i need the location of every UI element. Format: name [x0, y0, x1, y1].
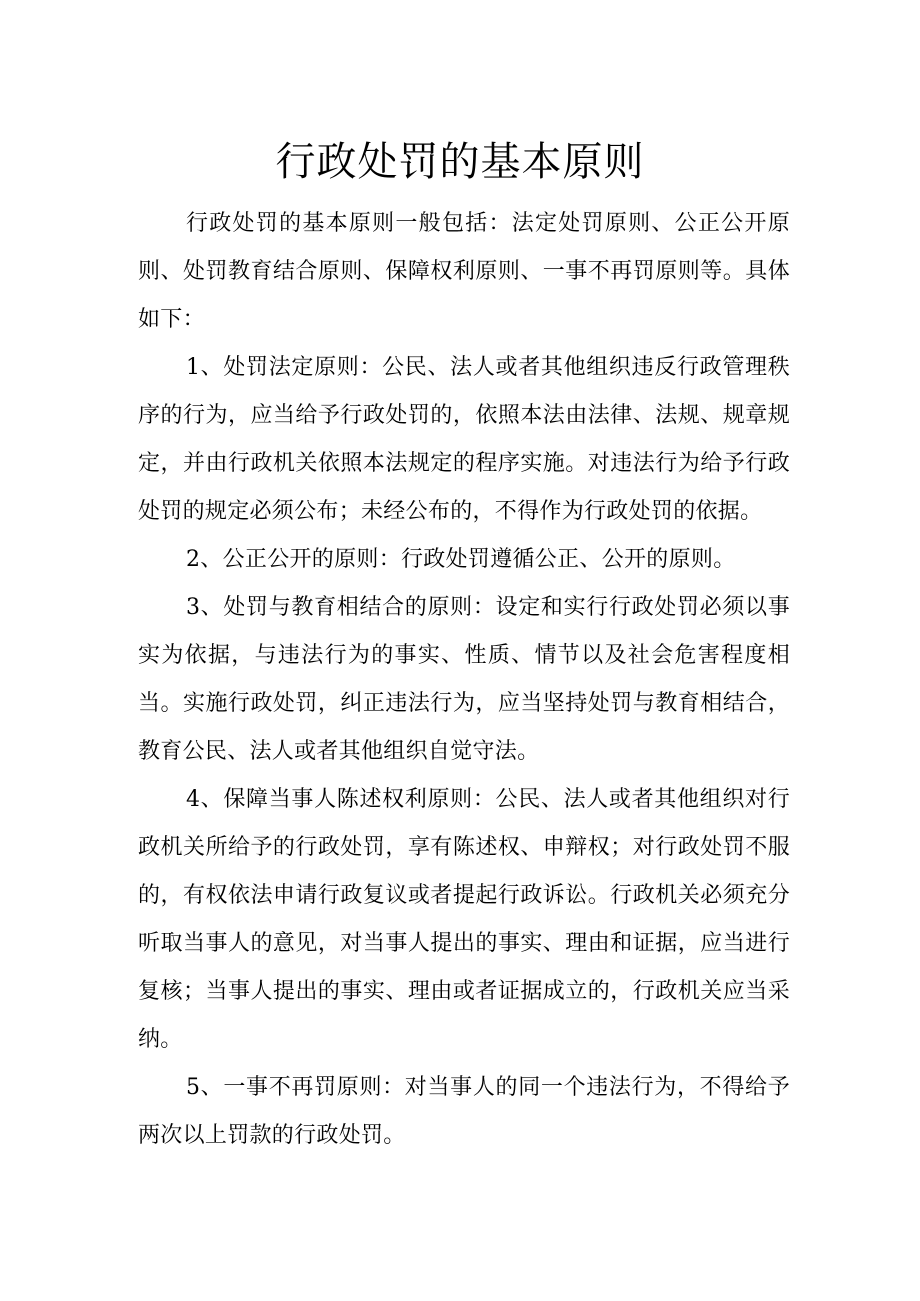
- principle-5-paragraph: 5、一事不再罚原则：对当事人的同一个违法行为，不得给予两次以上罚款的行政处罚。: [138, 1075, 790, 1148]
- document-body: [138, 200, 790, 1160]
- principle-3-paragraph: 3、处罚与教育相结合的原则：设定和实行行政处罚必须以事实为依据，与违法行为的事实、性质、情节以及社会危害程度相当。实施行政处罚，纠正违法行为，应当坚持处罚与教育相结合，教育公民、法人或者其他组织自觉守法。: [138, 595, 790, 764]
- principle-1-paragraph: 1、处罚法定原则：公民、法人或者其他组织违反行政管理秩序的行为，应当给予行政处罚的，依照本法由法律、法规、规章规定，并由行政机关依照本法规定的程序实施。对违法行为给予行政处罚的规定必须公布；未经公布的，不得作为行政处罚的依据。: [138, 355, 790, 524]
- intro-paragraph: 行政处罚的基本原则一般包括：法定处罚原则、公正公开原则、处罚教育结合原则、保障权利原则、一事不再罚原则等。具体如下：: [138, 211, 790, 332]
- document-title: 行政处罚的基本原则: [275, 139, 645, 185]
- principle-2-paragraph: 2、公正公开的原则：行政处罚遵循公正、公开的原则。: [186, 547, 736, 572]
- principle-4-paragraph: 4、保障当事人陈述权利原则：公民、法人或者其他组织对行政机关所给予的行政处罚，享有陈述权、申辩权；对行政处罚不服的，有权依法申请行政复议或者提起行政诉讼。行政机关必须充分听取当事人的意见，对当事人提出的事实、理由和证据，应当进行复核；当事人提出的事实、理由或者证据成立的，行政机关应当采纳。: [138, 787, 790, 1052]
